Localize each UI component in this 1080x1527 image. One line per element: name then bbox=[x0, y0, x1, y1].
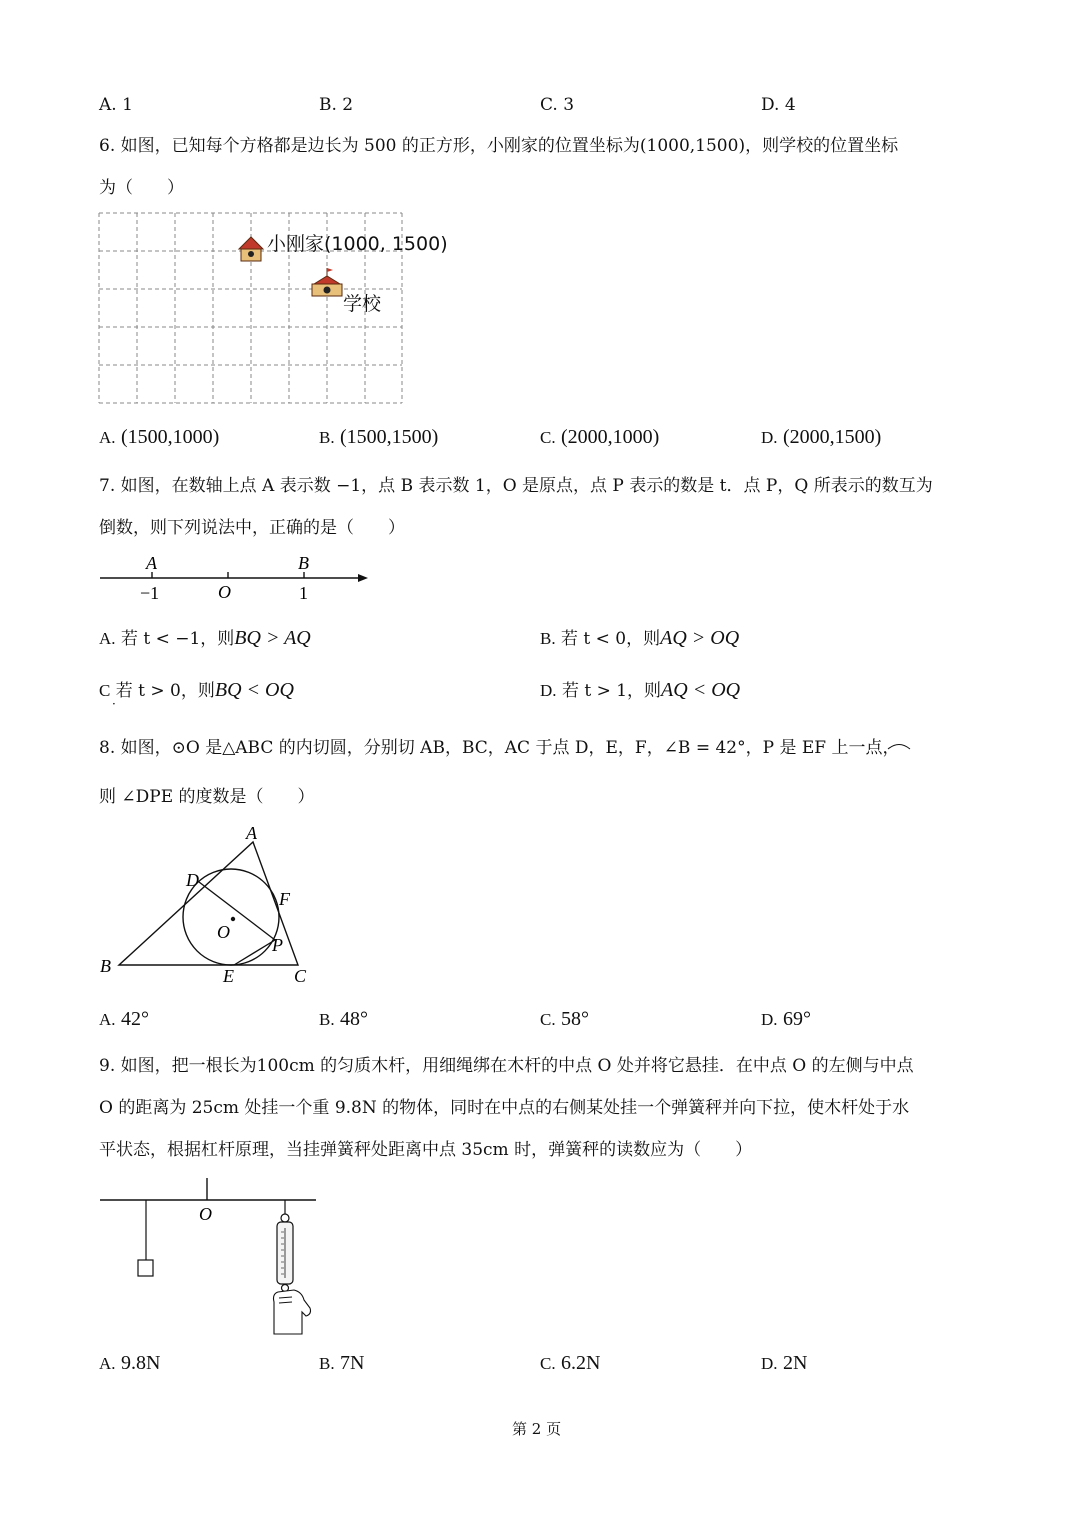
weight-block bbox=[138, 1260, 153, 1276]
q8-option-b-letter: B. bbox=[319, 1010, 335, 1029]
q9-lever-figure bbox=[98, 1176, 323, 1338]
q5-option-c: C. 3 bbox=[540, 95, 575, 115]
q6-option-c-value: (2000,1000) bbox=[561, 426, 660, 448]
q6-option-d-letter: D. bbox=[761, 428, 778, 447]
q7-option-c-cond: 若 t > 0，则 bbox=[115, 681, 215, 701]
q7-option-d-letter: D. bbox=[540, 681, 557, 700]
q7-option-a-cond: 若 t < −1，则 bbox=[120, 629, 235, 649]
q7-option-b-cond: 若 t < 0，则 bbox=[561, 629, 661, 649]
page-footer: 第 2 页 bbox=[512, 1420, 562, 1438]
point-d: D bbox=[186, 870, 199, 890]
point-p: P bbox=[272, 935, 283, 955]
axis-tick-minus1: −1 bbox=[140, 583, 160, 603]
q9-option-b-value: 7N bbox=[340, 1352, 365, 1374]
q6-option-a-letter: A. bbox=[99, 428, 116, 447]
q9-option-a-value: 9.8N bbox=[120, 1352, 161, 1374]
q5-option-b: B. 2 bbox=[319, 95, 354, 115]
q7-option-d-cond: 若 t > 1，则 bbox=[561, 681, 662, 701]
q7-option-a-letter: A. bbox=[99, 629, 116, 648]
q8-option-b-value: 48° bbox=[340, 1008, 368, 1030]
q9-option-b-letter: B. bbox=[319, 1354, 335, 1373]
point-b: B bbox=[100, 956, 111, 976]
q9-option-d-value: 2N bbox=[782, 1352, 808, 1374]
axis-label-a: A bbox=[146, 553, 157, 573]
point-a: A bbox=[246, 823, 257, 843]
q8-stem-line1: 8. 如图，⊙O 是△ABC 的内切圆，分别切 AB，BC，AC 于点 D，E，F，∠B = 42°，P 是 EF 上一点， bbox=[99, 738, 900, 758]
q7-stem-line2: 倒数，则下列说法中，正确的是（ ） bbox=[99, 518, 405, 538]
home-label: 小刚家(1000, 1500) bbox=[267, 233, 448, 255]
q8-stem-line2: 则 ∠DPE 的度数是（ ） bbox=[99, 787, 315, 807]
school-label: 学校 bbox=[343, 293, 382, 315]
arrow-icon bbox=[358, 574, 368, 582]
q7-option-c-letter: C bbox=[99, 681, 111, 700]
q9-stem-line1: 9. 如图，把一根长为100cm 的匀质木杆，用细绳绑在木杆的中点 O 处并将它悬挂．在中点 O 的左侧与中点 bbox=[99, 1056, 914, 1076]
q5-option-a: A. 1 bbox=[99, 95, 133, 115]
house-icon bbox=[239, 237, 263, 261]
axis-tick-1: 1 bbox=[299, 583, 308, 603]
q5-option-d: D. 4 bbox=[761, 95, 796, 115]
label-o: O bbox=[199, 1204, 212, 1224]
q9-option-a-letter: A. bbox=[99, 1354, 116, 1373]
q8-option-c-letter: C. bbox=[540, 1010, 556, 1029]
axis-label-b: B bbox=[298, 553, 309, 573]
q9-stem-line2: O 的距离为 25cm 处挂一个重 9.8N 的物体，同时在中点的右侧某处挂一个弹簧秤并向下拉，使木杆处于水 bbox=[99, 1098, 910, 1118]
q8-triangle-figure bbox=[95, 820, 335, 990]
q6-option-d-value: (2000,1500) bbox=[782, 426, 882, 448]
q6-option-c-letter: C. bbox=[540, 428, 556, 447]
q8-option-c-value: 58° bbox=[561, 1008, 589, 1030]
center-o bbox=[231, 917, 235, 921]
stray-dot: · bbox=[112, 697, 116, 711]
q9-option-c-value: 6.2N bbox=[561, 1352, 601, 1374]
q7-option-b-letter: B. bbox=[540, 629, 556, 648]
q8-option-d-value: 69° bbox=[782, 1008, 811, 1030]
q7-option-a-result: BQ > AQ bbox=[234, 627, 311, 649]
q6-stem-line2: 为（ ） bbox=[99, 178, 184, 198]
q9-option-c-letter: C. bbox=[540, 1354, 556, 1373]
q7-option-c-result: BQ < OQ bbox=[214, 679, 294, 701]
q7-option-d-result: AQ < OQ bbox=[661, 679, 741, 701]
q7-number-line bbox=[96, 552, 376, 608]
spring-scale-icon bbox=[277, 1200, 293, 1292]
q9-option-d-letter: D. bbox=[761, 1354, 778, 1373]
q6-option-b-letter: B. bbox=[319, 428, 335, 447]
segment-dp bbox=[199, 882, 275, 940]
q6-stem-line1: 6. 如图，已知每个方格都是边长为 500 的正方形，小刚家的位置坐标为(1000,1500)，则学校的位置坐标 bbox=[99, 136, 899, 156]
point-e: E bbox=[223, 966, 234, 986]
point-o: O bbox=[217, 922, 230, 942]
q8-option-a-letter: A. bbox=[99, 1010, 116, 1029]
segment-pe bbox=[234, 940, 275, 965]
hand-icon bbox=[274, 1290, 311, 1334]
q9-stem-line3: 平状态，根据杠杆原理，当挂弹簧秤处距离中点 35cm 时，弹簧秤的读数应为（ ） bbox=[99, 1140, 753, 1160]
q7-stem-line1: 7. 如图，在数轴上点 A 表示数 −1，点 B 表示数 1，O 是原点，点 P 表示的数是 t．点 P，Q 所表示的数互为 bbox=[99, 476, 933, 496]
q8-option-d-letter: D. bbox=[761, 1010, 778, 1029]
school-icon bbox=[312, 268, 342, 296]
axis-label-o: O bbox=[218, 582, 231, 602]
q6-option-a-value: (1500,1000) bbox=[120, 426, 220, 448]
q8-option-a-value: 42° bbox=[120, 1008, 149, 1030]
point-c: C bbox=[294, 966, 307, 986]
q6-option-b-value: (1500,1500) bbox=[340, 426, 439, 448]
q7-option-b-result: AQ > OQ bbox=[660, 627, 740, 649]
arc-ef-mark bbox=[886, 735, 912, 745]
point-f: F bbox=[279, 889, 290, 909]
